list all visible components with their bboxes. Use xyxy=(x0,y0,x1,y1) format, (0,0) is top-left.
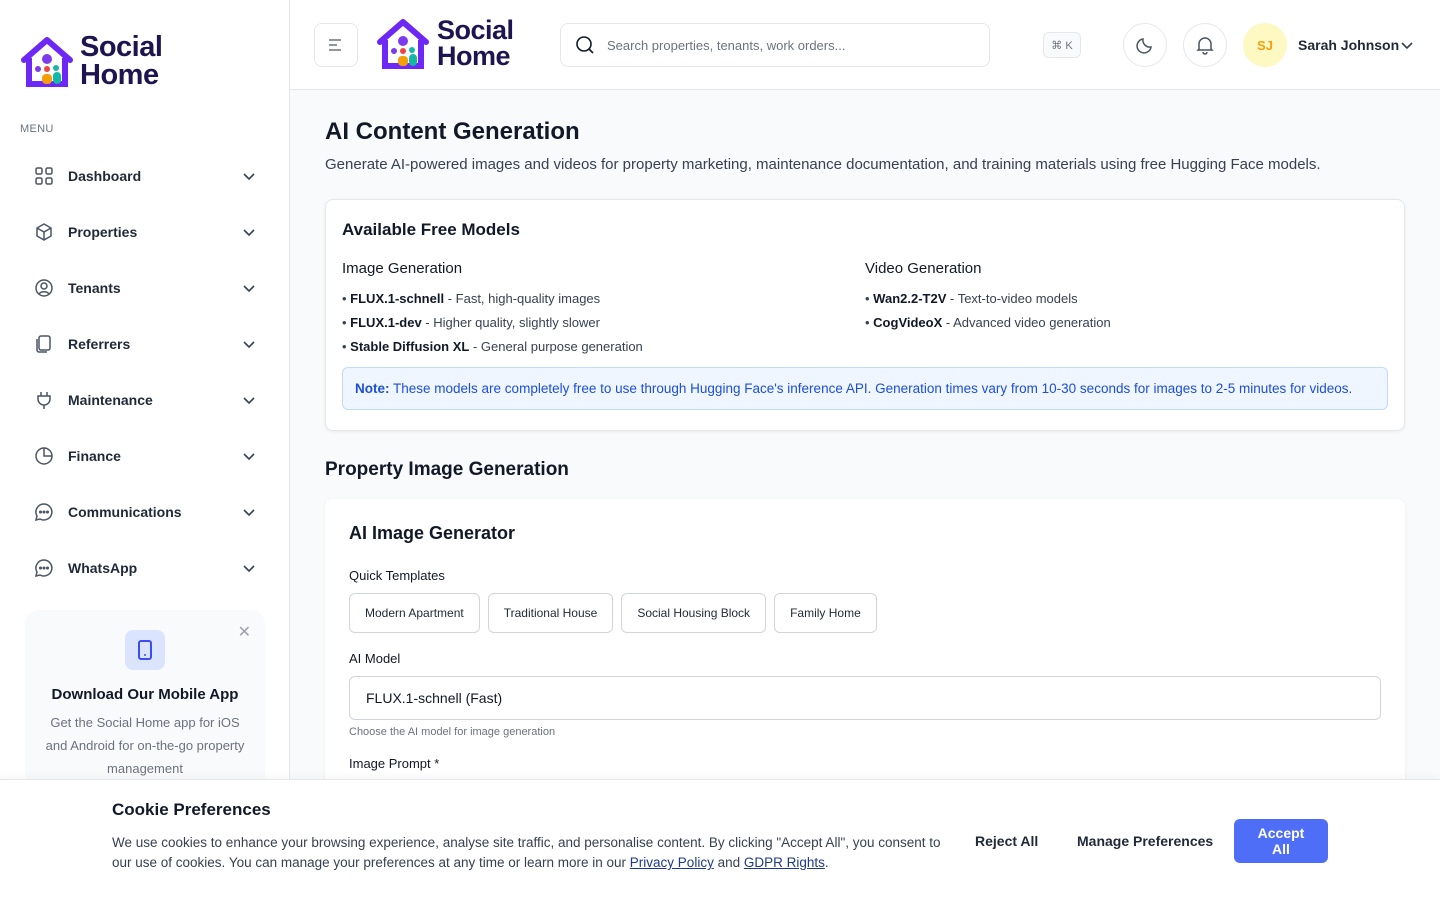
documents-icon xyxy=(34,334,54,354)
brand-line2: Home xyxy=(437,41,511,71)
image-generator-card xyxy=(325,499,1405,799)
sidebar-item-tenants[interactable] xyxy=(20,260,270,316)
list-item: • Stable Diffusion XL - General purpose generation xyxy=(342,339,643,354)
sidebar-item-referrers[interactable] xyxy=(20,316,270,372)
reject-all-button[interactable]: Reject All xyxy=(959,819,1054,863)
pie-chart-icon xyxy=(34,446,54,466)
cube-icon xyxy=(34,222,54,242)
image-models-title: Image Generation xyxy=(342,260,463,277)
card-title: AI Image Generator xyxy=(349,523,516,543)
model-desc: - Text-to-video models xyxy=(946,291,1078,306)
gdpr-rights-link[interactable]: GDPR Rights xyxy=(743,855,825,870)
sidebar-item-whatsapp[interactable] xyxy=(20,540,270,596)
model-hint: Choose the AI model for image generation xyxy=(349,726,556,738)
cookie-banner xyxy=(0,779,1440,900)
list-item: • FLUX.1-dev - Higher quality, slightly slower xyxy=(342,315,600,330)
section-title: Property Image Generation xyxy=(325,459,569,480)
sidebar-item-label: Communications xyxy=(68,504,182,520)
template-social-housing-block[interactable]: Social Housing Block xyxy=(621,593,766,633)
template-family-home[interactable]: Family Home xyxy=(774,593,877,633)
sidebar-item-properties[interactable] xyxy=(20,204,270,260)
cookie-title: Cookie Preferences xyxy=(112,800,271,819)
chevron-down-icon xyxy=(242,561,256,575)
video-models xyxy=(865,260,1388,359)
accept-all-button[interactable]: Accept All xyxy=(1234,819,1328,863)
chat-icon xyxy=(34,558,54,578)
note-label: Note: xyxy=(355,381,390,396)
note-text: These models are completely free to use through Hugging Face's inference API. Generation times vary from 10-30 seconds for images to 2-5 minutes for videos. xyxy=(389,381,1353,396)
chevron-down-icon xyxy=(242,281,256,295)
template-traditional-house[interactable]: Traditional House xyxy=(488,593,614,633)
close-icon[interactable]: ✕ xyxy=(237,624,251,641)
sidebar-item-label: Finance xyxy=(68,448,121,464)
moon-icon xyxy=(1135,35,1155,55)
sidebar-item-label: Dashboard xyxy=(68,168,142,184)
model-name: CogVideoX xyxy=(873,315,943,330)
image-models xyxy=(342,260,865,359)
list-item: • CogVideoX - Advanced video generation xyxy=(865,315,1111,330)
sidebar-item-label: Properties xyxy=(68,224,138,240)
brand-line1: Social xyxy=(80,31,163,63)
model-name: Wan2.2-T2V xyxy=(873,291,947,306)
phone-icon xyxy=(125,630,165,670)
notifications-button[interactable] xyxy=(1183,23,1227,67)
manage-preferences-button[interactable]: Manage Preferences xyxy=(1061,819,1229,863)
sidebar-item-finance[interactable] xyxy=(20,428,270,484)
brand-logo[interactable] xyxy=(20,31,163,91)
privacy-policy-link[interactable]: Privacy Policy xyxy=(629,855,714,870)
header-logo[interactable] xyxy=(375,15,514,71)
chevron-down-icon xyxy=(242,169,256,183)
grid-icon xyxy=(34,166,54,186)
model-desc: - General purpose generation xyxy=(469,339,643,354)
model-select[interactable] xyxy=(349,676,1381,720)
chevron-down-icon xyxy=(242,337,256,351)
sidebar-item-communications[interactable] xyxy=(20,484,270,540)
list-item: • FLUX.1-schnell - Fast, high-quality images xyxy=(342,291,601,306)
menu-toggle-button[interactable] xyxy=(314,23,358,67)
sidebar-item-dashboard[interactable] xyxy=(20,148,270,204)
video-models-title: Video Generation xyxy=(865,260,982,277)
bell-icon xyxy=(1196,35,1214,55)
sidebar xyxy=(0,0,290,900)
sidebar-item-label: Referrers xyxy=(68,336,131,352)
search-bar[interactable] xyxy=(560,23,990,67)
menu-label: MENU xyxy=(20,123,54,135)
avatar[interactable]: SJ xyxy=(1243,23,1287,67)
chat-icon xyxy=(34,502,54,522)
templates-label: Quick Templates xyxy=(349,568,445,583)
list-item: • Wan2.2-T2V - Text-to-video models xyxy=(865,291,1078,306)
main-content xyxy=(325,90,1405,799)
house-logo-icon xyxy=(20,36,74,88)
page-subtitle: Generate AI-powered images and videos for property marketing, maintenance documentation, and training materials using free Hugging Face models. xyxy=(325,156,1321,173)
menu-icon xyxy=(328,38,344,52)
sidebar-item-label: Tenants xyxy=(68,280,121,296)
chevron-down-icon xyxy=(242,505,256,519)
available-models-card xyxy=(325,199,1405,431)
model-name: Stable Diffusion XL xyxy=(350,339,470,354)
user-circle-icon xyxy=(34,278,54,298)
model-desc: - Advanced video generation xyxy=(942,315,1111,330)
house-logo-icon xyxy=(375,18,431,70)
user-name[interactable]: Sarah Johnson xyxy=(1298,37,1400,53)
promo-title: Download Our Mobile App xyxy=(51,686,239,703)
chevron-down-icon[interactable] xyxy=(1400,38,1414,57)
search-input[interactable] xyxy=(607,38,975,53)
brand-line1: Social xyxy=(437,15,514,46)
model-desc: - Fast, high-quality images xyxy=(444,291,601,306)
brand-line2: Home xyxy=(80,58,159,91)
sidebar-item-label: Maintenance xyxy=(68,392,153,408)
chevron-down-icon xyxy=(242,449,256,463)
model-name: FLUX.1-dev xyxy=(350,315,422,330)
search-icon xyxy=(575,35,595,55)
chevron-down-icon xyxy=(242,225,256,239)
plug-icon xyxy=(34,390,54,410)
info-note xyxy=(342,367,1388,410)
sidebar-nav xyxy=(20,148,270,596)
model-desc: - Higher quality, slightly slower xyxy=(421,315,600,330)
cookie-text xyxy=(112,833,952,873)
model-name: FLUX.1-schnell xyxy=(350,291,445,306)
page-title: AI Content Generation xyxy=(325,118,580,145)
top-header xyxy=(290,0,1440,90)
cookie-and: and xyxy=(713,855,744,870)
models-title: Available Free Models xyxy=(342,220,520,239)
cookie-end: . xyxy=(824,855,829,870)
cookie-body: We use cookies to enhance your browsing experience, analyse site traffic, and personalise content. By clicking "Accept All", you consent to our use of cookies. You can manage your preferences at any time or learn more in our xyxy=(112,835,941,870)
promo-text: Get the Social Home app for iOS and Android for on-the-go property management xyxy=(45,715,245,776)
template-modern-apartment[interactable]: Modern Apartment xyxy=(349,593,480,633)
sidebar-item-maintenance[interactable] xyxy=(20,372,270,428)
keyboard-shortcut-badge: ⌘ K xyxy=(1043,32,1081,58)
chevron-down-icon xyxy=(242,393,256,407)
prompt-label: Image Prompt * xyxy=(349,756,440,771)
sidebar-item-label: WhatsApp xyxy=(68,560,138,576)
model-label: AI Model xyxy=(349,651,401,666)
dark-mode-toggle[interactable] xyxy=(1123,23,1167,67)
model-select-value: FLUX.1-schnell (Fast) xyxy=(366,690,503,706)
